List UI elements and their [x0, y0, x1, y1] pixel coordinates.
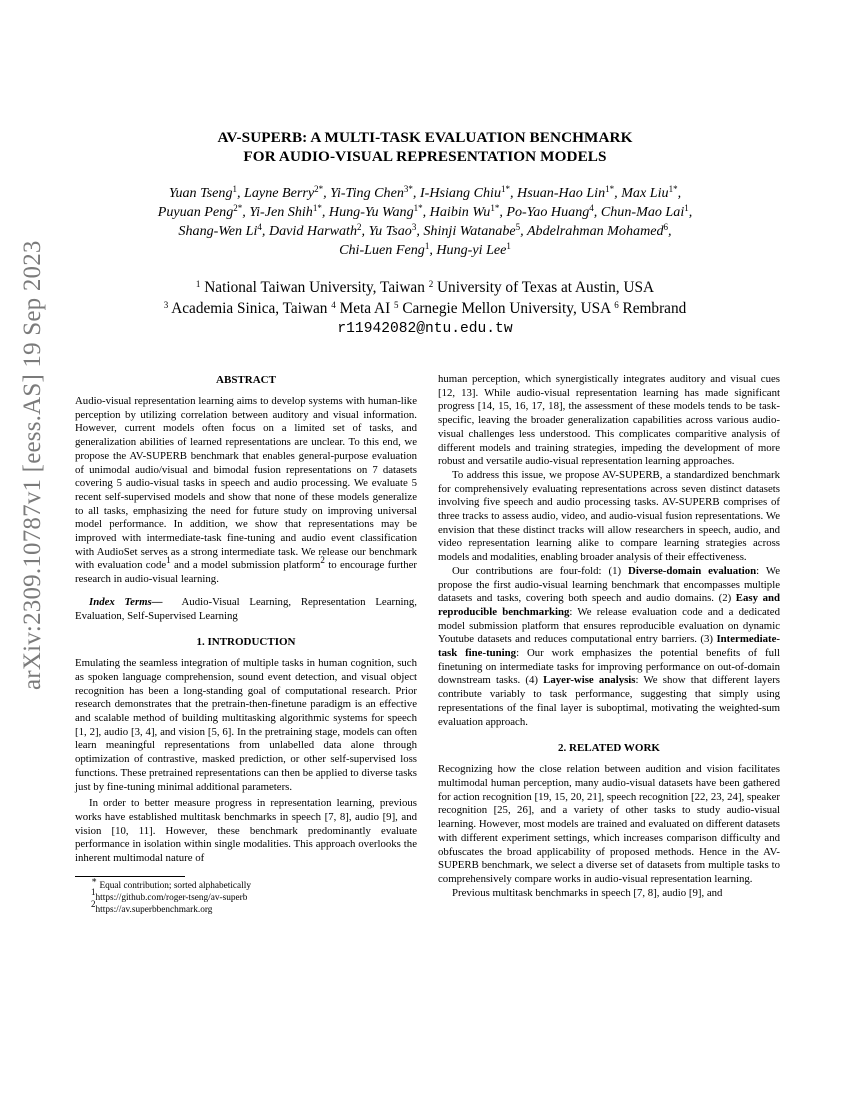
affiliation-mark: 1 — [195, 279, 201, 289]
author-affiliation-mark: 1* — [490, 203, 500, 213]
left-column — [75, 373, 417, 916]
author-affiliation-mark: 1* — [501, 184, 510, 194]
abstract-heading: ABSTRACT — [216, 374, 276, 386]
author-affiliation-mark: 1 — [424, 241, 430, 251]
author-line: Puyuan Peng$^{2*}$, Yi-Jen Shih$^{1*}$, Hung-Yu Wang$^{1*}$, Haibin $Wu^{1*}$, Po-Yao Huang$^4$, Chun-Mao Lai$^1$, — [157, 203, 693, 220]
footnote-platform-link[interactable]: $^2$https://av.superbbenchmark.org — [91, 898, 213, 915]
author-affiliation-mark: 1 — [232, 184, 237, 194]
author-affiliation-mark: 1* — [605, 184, 615, 194]
intro-paragraph-3: human perception, which synergistically integrates auditory and visual cues [12, 13]. While audio-visual representation learning has made significant progress [14, 15, 16, 17, 18], the assessment of these models tends to be task-specific, leaving the broader generalization capabilities across various audio-visual challenges less understood. This complicates comparitive analysis of different models and training strategies, impeding the development of more robust and versatile audio-visual representation learning approaches. — [438, 373, 780, 468]
footnote-equal-contribution: ∗ Equal contribution; sorted alphabetically — [91, 874, 251, 891]
author-affiliation-mark: 2* — [314, 184, 324, 194]
affiliation-name: University of Texas at Austin, USA — [433, 279, 655, 296]
author-affiliation-mark: 4 — [589, 203, 594, 213]
affiliation-mark: 2 — [428, 279, 434, 289]
author-affiliation-mark: 1* — [312, 203, 322, 213]
author-name: Po-Yao Huang — [506, 204, 590, 220]
index-terms: Index Terms— Audio-Visual Learning, Representation Learning, Evaluation, Self-Supervised Learning — [75, 595, 418, 622]
affiliation-mark: 3 — [163, 299, 169, 310]
author-affiliation-mark: 3* — [403, 184, 413, 194]
footnote-ref-1[interactable]: 1 — [166, 555, 171, 566]
author-affiliation-mark: 5 — [515, 222, 521, 232]
affiliation-mark: 4 — [331, 299, 336, 310]
author-line: Yuan Tseng$^1$, Layne Berry$^{2*}$, Yi-Ting Chen$^{3*}$, I-Hsiang Chiu$^{1*}$, Hsuan-Hao Lin$^{1*}$, Max Liu$^{1*}$, — [168, 184, 682, 201]
author-name: Yi-Jen Shih — [249, 204, 313, 220]
affiliation-name: Academia Sinica, Taiwan — [168, 299, 328, 317]
intro-paragraph-2: In order to better measure progress in representation learning, previous works have established multitask benchmarks in speech [7, 8], audio [9], and vision [10, 11]. However, these benchmark predominantly evaluate performance in isolation within single modalities. This approach overlooks the inherent multimodal nature of — [75, 797, 417, 865]
author-name: Layne Berry — [244, 185, 315, 201]
footnote-github-link[interactable]: $^1$https://github.com/roger-tseng/av-superb — [91, 886, 248, 903]
affiliation-name: Meta AI — [335, 299, 391, 317]
author-affiliation-mark: 3 — [411, 222, 417, 232]
footnote-ref-2[interactable]: 2 — [320, 555, 325, 566]
intro-paragraph-4: To address this issue, we propose AV-SUPERB, a standardized benchmark for comprehensively evaluating representations across seven distinct datasets involving five speech and audio processing tasks. AV-SUPERB comprises of three tracks to assess audio, video, and audio-visual fusion representations. We envision that these distinct tracks will allow researchers in speech, audio, and video representation learning alike to compare learning strategies across models and modalities, enabling broader analysis of their effectiveness. — [438, 468, 780, 564]
affiliation-line-1 — [90, 278, 760, 299]
affiliation-mark: 5 — [394, 299, 399, 310]
author-name: Yu Tsao — [368, 223, 412, 239]
author-name: Shang-Wen Li — [178, 223, 258, 239]
affiliation-mark: 6 — [614, 299, 619, 310]
author-name: Chun-Mao Lai — [600, 204, 685, 220]
author-affiliation-mark: 1 — [684, 203, 689, 213]
author-list — [90, 184, 760, 260]
related-paragraph-1: Recognizing how the close relation between audition and vision facilitates multimodal human perception, many audio-visual datasets have been gathered for action recognition [19, 15, 20, 21], speech recognition [22, 23, 24], speaker recognition [25, 26], and a variety of other tasks to study audio-visual learning. However, most models are trained and evaluated on different datasets with different experiment settings, which increases comparison difficulty and obfuscates the broad applicability of proposed methods. Hence in the AV-SUPERB benchmark, we select a diverse set of datasets from multiple tasks to comprehensively compare works in audio-visual representation learning. — [438, 763, 780, 885]
author-name: Shinji Watanabe — [423, 223, 516, 239]
author-name: Max Liu — [621, 185, 669, 201]
paper-title — [120, 128, 730, 166]
affiliation-name: Carnegie Mellon University, USA — [398, 299, 611, 317]
author-name: Hsuan-Hao Lin — [517, 185, 606, 201]
author-name: Hung-yi Lee — [436, 242, 507, 258]
affiliation-name: Rembrand — [618, 299, 687, 317]
title-line-1: AV-SUPERB: A MULTI-TASK EVALUATION BENCHMARK — [217, 129, 633, 146]
affiliations — [90, 278, 760, 340]
author-name: I-Hsiang Chiu — [419, 185, 501, 201]
introduction-heading: 1. INTRODUCTION — [196, 636, 296, 649]
author-name: David Harwath — [268, 223, 358, 239]
author-affiliation-mark: 4 — [257, 222, 262, 232]
arxiv-stamp: arXiv:2309.10787v1 [eess.AS] 19 Sep 2023 — [19, 240, 46, 690]
right-column — [438, 373, 780, 900]
author-line: Chi-Luen Feng$^1$, Hung-yi Lee$^1$ — [339, 241, 511, 258]
title-line-2: FOR AUDIO-VISUAL REPRESENTATION MODELS — [243, 148, 607, 165]
author-name: Yi-Ting Chen — [330, 185, 404, 201]
author-name: Chi-Luen Feng — [339, 242, 425, 258]
author-line: Shang-Wen Li$^4$, David Harwath$^2$, Yu Tsao$^3$, Shinji Watanabe$^5$, Abdelrahman Mohamed$^6$, — [178, 222, 672, 239]
author-name: Abdelrahman Mohamed — [526, 223, 664, 239]
author-name: Hung-Yu Wang — [328, 204, 414, 220]
contact-email[interactable]: r11942082@ntu.edu.tw — [337, 321, 513, 337]
author-affiliation-mark: 6 — [663, 222, 669, 232]
intro-paragraph-1: Emulating the seamless integration of multiple tasks in human cognition, such as spoken language comprehension, sound event detection, and visual object recognition has been a long-standing goal of computational research. Prior research demonstrates that the pretrain-then-finetune paradigm is an effective and scalable method of building multitasking algorithmic systems for speech [1, 2], audio [3, 4], and vision [5, 6]. In the pretraining stage, models can often learn meaningful representations from unlabelled data alone through optimization of contrastive, masked prediction, or other self-supervised loss functions. These pretrained representations can then be applied to diverse tasks just by fine-tuning minimal additional parameters. — [75, 657, 417, 793]
footnotes — [75, 876, 417, 916]
author-affiliation-mark: 1* — [413, 203, 423, 213]
author-affiliation-mark: 1 — [506, 241, 511, 251]
author-name: Puyuan Peng — [157, 204, 234, 220]
related-paragraph-2: Previous multitask benchmarks in speech [7, 8], audio [9], and — [452, 886, 723, 899]
related-work-heading: 2. RELATED WORK — [558, 742, 660, 755]
contributions-paragraph: Our contributions are four-fold: (1) Diverse-domain evaluation: We propose the first audio-visual learning benchmark that encompasses multiple datasets and tasks, covering both speech and audio domains. (2) Easy and reproducible benchmarking: We release evaluation code and a dedicated model submission platform that ensures reproducible evaluation on dynamic Youtube datasets and reduces computational entry barriers. (3) Intermediate-task fine-tuning: Our work emphasizes the potential benefits of full finetuning on intermediate tasks for improving performance on out-of-domain downstream tasks. (4) Layer-wise analysis: We show that different layers contribute variably to task performance, suggesting that simply using representations of the final layer is suboptimal, motivating the weighted-sum evaluation approach. — [438, 564, 781, 728]
affiliation-line-2 — [90, 299, 760, 320]
author-affiliation-mark: 2* — [233, 203, 243, 213]
author-affiliation-mark: 1* — [668, 184, 678, 194]
affiliation-name: National Taiwan University, Taiwan — [200, 279, 425, 296]
author-name: Yuan Tseng — [168, 185, 233, 201]
author-affiliation-mark: 2 — [357, 222, 362, 232]
abstract-text: Audio-visual representation learning aims to develop systems with human-like perception by utilizing correlation between auditory and visual information. However, current models often focus on a limited set of tasks, and generalization abilities of learned representations are unclear. To this end, we propose the AV-SUPERB benchmark that enables general-purpose evaluation of unimodal audio/visual and bimodal fusion representations on 7 datasets covering 5 audio-visual tasks in speech and audio processing. We evaluate 5 recent self-supervised models and show that none of these models generalize to all tasks, emphasizing the need for future study on improving universal model performance. In addition, we show that representations may be improved with intermediate-task fine-tuning and audio event classification with AudioSet serves as a strong intermediate task. We release our benchmark with evaluation code$^1$ and a model submission platform$^2$ to encourage further research in audio-visual learning. — [75, 395, 418, 586]
author-name: Haibin Wu — [429, 204, 491, 220]
